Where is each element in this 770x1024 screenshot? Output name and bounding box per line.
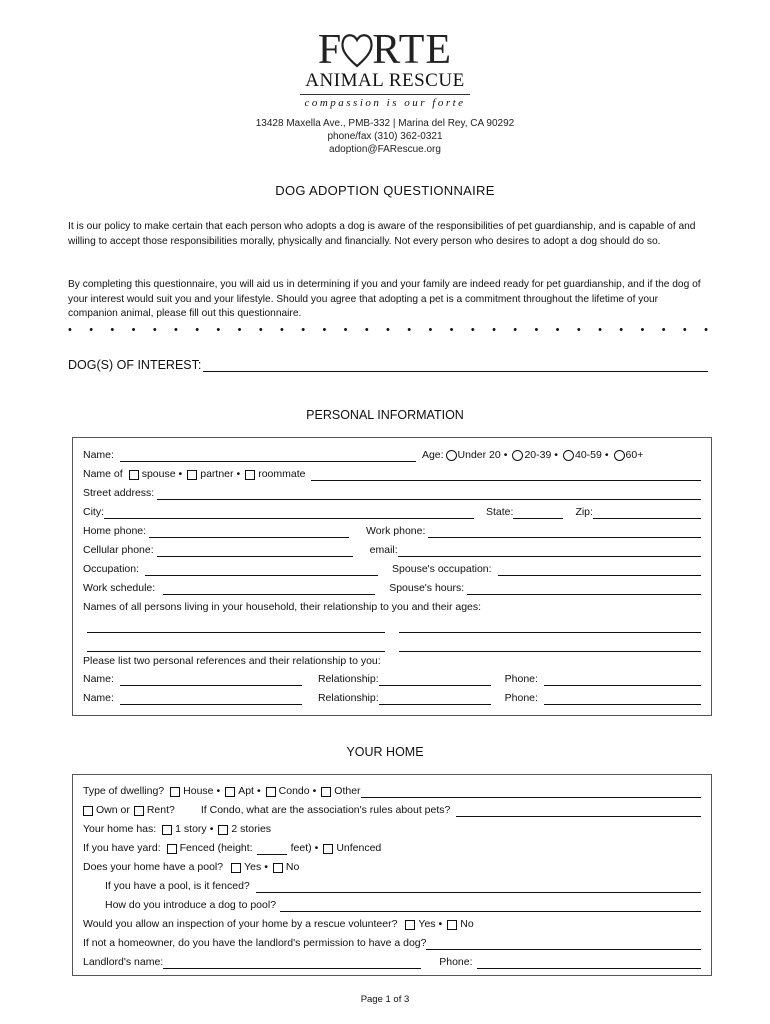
email-label: email: <box>369 544 398 556</box>
age-option-40-59: 40-59 <box>574 449 602 461</box>
logo-subtitle: ANIMAL RESCUE <box>300 70 470 95</box>
age-radio-20-39[interactable] <box>512 450 523 461</box>
work-phone-label: Work phone: <box>366 525 426 537</box>
pool-label: Does your home have a pool? <box>83 861 224 873</box>
zip-label: Zip: <box>575 506 593 518</box>
two-stories-checkbox[interactable] <box>218 825 228 835</box>
inspection-label: Would you allow an inspection of your home by a rescue volunteer? <box>83 918 398 930</box>
landlord-permission-label: If not a homeowner, do you have the landlord's permission to have a dog? <box>83 937 427 949</box>
pool-fenced-label: If you have a pool, is it fenced? <box>105 880 250 892</box>
condo-label: Condo <box>278 785 310 797</box>
your-home-box: Type of dwelling? House • Apt • Condo • Other Own or Rent? If Condo, what are the association's rules about pets? Your home has: 1 story • 2 stories If you have yard: Fenced (height: feet) • Unfenced Does your home have a pool? Yes • No If you have a pool, is it fenced? How do you introduce a dog to pool? Would you allow an inspection of your home by a rescue volunteer? Yes • No If not a homeowner, do you have the landlord's permission to have a dog? Landlord's name: Phone: <box>72 774 712 976</box>
inspection-yes-checkbox[interactable] <box>405 920 415 930</box>
contact-phone: phone/fax (310) 362-0321 <box>327 131 443 142</box>
logo <box>300 27 470 111</box>
street-field[interactable] <box>157 488 701 500</box>
spouse-occupation-field[interactable] <box>498 564 701 576</box>
own-checkbox[interactable] <box>83 806 93 816</box>
occupation-label: Occupation: <box>83 563 140 575</box>
one-story-label: 1 story <box>175 823 207 835</box>
name-field[interactable] <box>120 450 416 462</box>
ref1-name-label: Name: <box>83 673 114 685</box>
logo-tagline: compassion is our forte <box>304 97 466 109</box>
introduce-field[interactable] <box>280 900 701 912</box>
apt-label: Apt <box>238 785 254 797</box>
pool-yes-label: Yes <box>244 861 262 873</box>
own-label: Own or <box>96 804 130 816</box>
pool-yes-checkbox[interactable] <box>231 863 241 873</box>
dog-interest-row <box>68 358 708 372</box>
one-story-checkbox[interactable] <box>162 825 172 835</box>
zip-field[interactable] <box>593 507 701 519</box>
household-field-4[interactable] <box>399 640 701 652</box>
page-title: DOG ADOPTION QUESTIONNAIRE <box>275 183 495 198</box>
ref1-relationship-label: Relationship: <box>317 673 379 685</box>
condo-rules-field[interactable] <box>456 805 701 817</box>
dotted-divider: • • • • • • • • • • • • • • • • • • • • • • • • • • • • • • • <box>68 324 708 336</box>
cell-phone-label: Cellular phone: <box>83 544 154 556</box>
work-phone-field[interactable] <box>428 526 701 538</box>
house-label: House <box>183 785 214 797</box>
spouse-label: spouse <box>141 468 176 480</box>
other-dwelling-field[interactable] <box>361 786 701 798</box>
other-checkbox[interactable] <box>321 787 331 797</box>
intro-paragraph-2: By completing this questionnaire, you will aid us in determining if you and your family are indeed ready for pet guardianship, and if the dog of your interest would suit you and your lifestyle. Should you agree that adopting a pet is a commitment throughout the lifetime of your companion animal, please fill out this questionnaire. <box>68 279 701 319</box>
landlord-phone-label: Phone: <box>439 956 473 968</box>
unfenced-label: Unfenced <box>336 842 382 854</box>
yard-label: If you have yard: <box>83 842 161 854</box>
logo-wordmark <box>300 27 470 73</box>
spouse-occupation-label: Spouse's occupation: <box>392 563 492 575</box>
home-has-label: Your home has: <box>83 823 157 835</box>
household-field-2[interactable] <box>399 621 701 633</box>
household-field-1[interactable] <box>87 621 385 633</box>
condo-rules-label: If Condo, what are the association's rules about pets? <box>200 804 451 816</box>
other-label: Other <box>334 785 361 797</box>
spouse-hours-label: Spouse's hours: <box>389 582 465 594</box>
apt-checkbox[interactable] <box>225 787 235 797</box>
roommate-label: roommate <box>258 468 306 480</box>
work-schedule-field[interactable] <box>163 583 375 595</box>
rent-label: Rent? <box>146 804 175 816</box>
feet-label: feet) <box>290 842 312 854</box>
intro-paragraph-1: It is our policy to make certain that each person who adopts a dog is aware of the responsibilities of pet guardianship, and is capable of and willing to accept those responsibilities morally, physically and financially. Not every person who desires to adopt a dog should do so. <box>68 221 696 247</box>
name-of-field[interactable] <box>311 469 701 481</box>
spouse-checkbox[interactable] <box>129 470 139 480</box>
landlord-name-label: Landlord's name: <box>83 956 164 968</box>
spouse-hours-field[interactable] <box>467 583 701 595</box>
logo-name-right: RTE <box>372 27 453 73</box>
state-field[interactable] <box>513 507 563 519</box>
age-option-20-39: 20-39 <box>524 449 552 461</box>
fenced-checkbox[interactable] <box>167 844 177 854</box>
city-label: City: <box>83 506 104 518</box>
home-phone-field[interactable] <box>149 526 349 538</box>
age-radio-under-20[interactable] <box>446 450 457 461</box>
ref1-relationship-field[interactable] <box>379 674 491 686</box>
landlord-permission-field[interactable] <box>426 938 701 950</box>
landlord-name-field[interactable] <box>163 957 421 969</box>
contact-address: 13428 Maxella Ave., PMB-332 | Marina del Rey, CA 90292 <box>255 118 515 129</box>
ref1-phone-field[interactable] <box>544 674 701 686</box>
inspection-yes-label: Yes <box>418 918 436 930</box>
heart-icon <box>340 30 374 70</box>
personal-info-box: Name: Age: Under 20 • 20-39 • 40-59 • 60+ Name of spouse • partner • roommate Street address: City: State: Zip: Home phone: Work phone: Cellular phone: email: Occupation: Spouse's occupation: Work schedule: Spouse's hours: Names of all persons living in your household, their relationship to you and their ages: Please list two personal references and their relationship to you: Name: Relationship: Phone: Name: Relationship: Phone: <box>72 437 712 716</box>
rent-checkbox[interactable] <box>134 806 144 816</box>
personal-info-heading: PERSONAL INFORMATION <box>306 408 464 422</box>
age-option-60-plus: 60+ <box>625 449 644 461</box>
age-radio-60-plus[interactable] <box>614 450 625 461</box>
fenced-label: Fenced (height: <box>179 842 253 854</box>
ref1-phone-label: Phone: <box>504 673 538 685</box>
age-option-under-20: Under 20 <box>457 449 501 461</box>
fence-height-field[interactable] <box>257 843 287 855</box>
dog-interest-label: DOG(S) OF INTEREST: <box>68 358 202 372</box>
dwelling-label: Type of dwelling? <box>83 785 165 797</box>
page-number: Page 1 of 3 <box>360 994 410 1005</box>
roommate-checkbox[interactable] <box>245 470 255 480</box>
condo-checkbox[interactable] <box>266 787 276 797</box>
pool-fenced-field[interactable] <box>256 881 701 893</box>
partner-checkbox[interactable] <box>187 470 197 480</box>
ref2-name-field[interactable] <box>120 693 302 705</box>
household-field-3[interactable] <box>87 640 385 652</box>
ref2-relationship-field[interactable] <box>379 693 491 705</box>
name-of-label: Name of <box>83 468 123 480</box>
household-label: Names of all persons living in your household, their relationship to you and their ages: <box>83 601 482 613</box>
home-phone-label: Home phone: <box>83 525 147 537</box>
email-field[interactable] <box>398 545 701 557</box>
introduce-label: How do you introduce a dog to pool? <box>105 899 277 911</box>
house-checkbox[interactable] <box>170 787 180 797</box>
contact-email: adoption@FARescue.org <box>329 144 441 155</box>
logo-name-left: F <box>317 27 343 73</box>
state-label: State: <box>486 506 514 518</box>
unfenced-checkbox[interactable] <box>323 844 333 854</box>
inspection-no-label: No <box>460 918 474 930</box>
ref2-phone-label: Phone: <box>504 692 538 704</box>
partner-label: partner <box>200 468 234 480</box>
occupation-field[interactable] <box>145 564 378 576</box>
name-label: Name: <box>83 449 114 461</box>
ref2-relationship-label: Relationship: <box>317 692 379 704</box>
age-radio-40-59[interactable] <box>563 450 574 461</box>
city-field[interactable] <box>104 507 474 519</box>
your-home-heading: YOUR HOME <box>346 745 424 759</box>
pool-no-checkbox[interactable] <box>273 863 283 873</box>
inspection-no-checkbox[interactable] <box>447 920 457 930</box>
work-schedule-label: Work schedule: <box>83 582 156 594</box>
two-stories-label: 2 stories <box>231 823 272 835</box>
street-label: Street address: <box>83 487 155 499</box>
landlord-phone-field[interactable] <box>477 957 701 969</box>
pool-no-label: No <box>285 861 300 873</box>
ref2-name-label: Name: <box>83 692 114 704</box>
references-label: Please list two personal references and their relationship to you: <box>83 655 381 667</box>
ref1-name-field[interactable] <box>120 674 302 686</box>
dog-interest-field[interactable] <box>203 359 708 372</box>
ref2-phone-field[interactable] <box>544 693 701 705</box>
cell-phone-field[interactable] <box>157 545 353 557</box>
age-label: Age: <box>421 449 444 461</box>
